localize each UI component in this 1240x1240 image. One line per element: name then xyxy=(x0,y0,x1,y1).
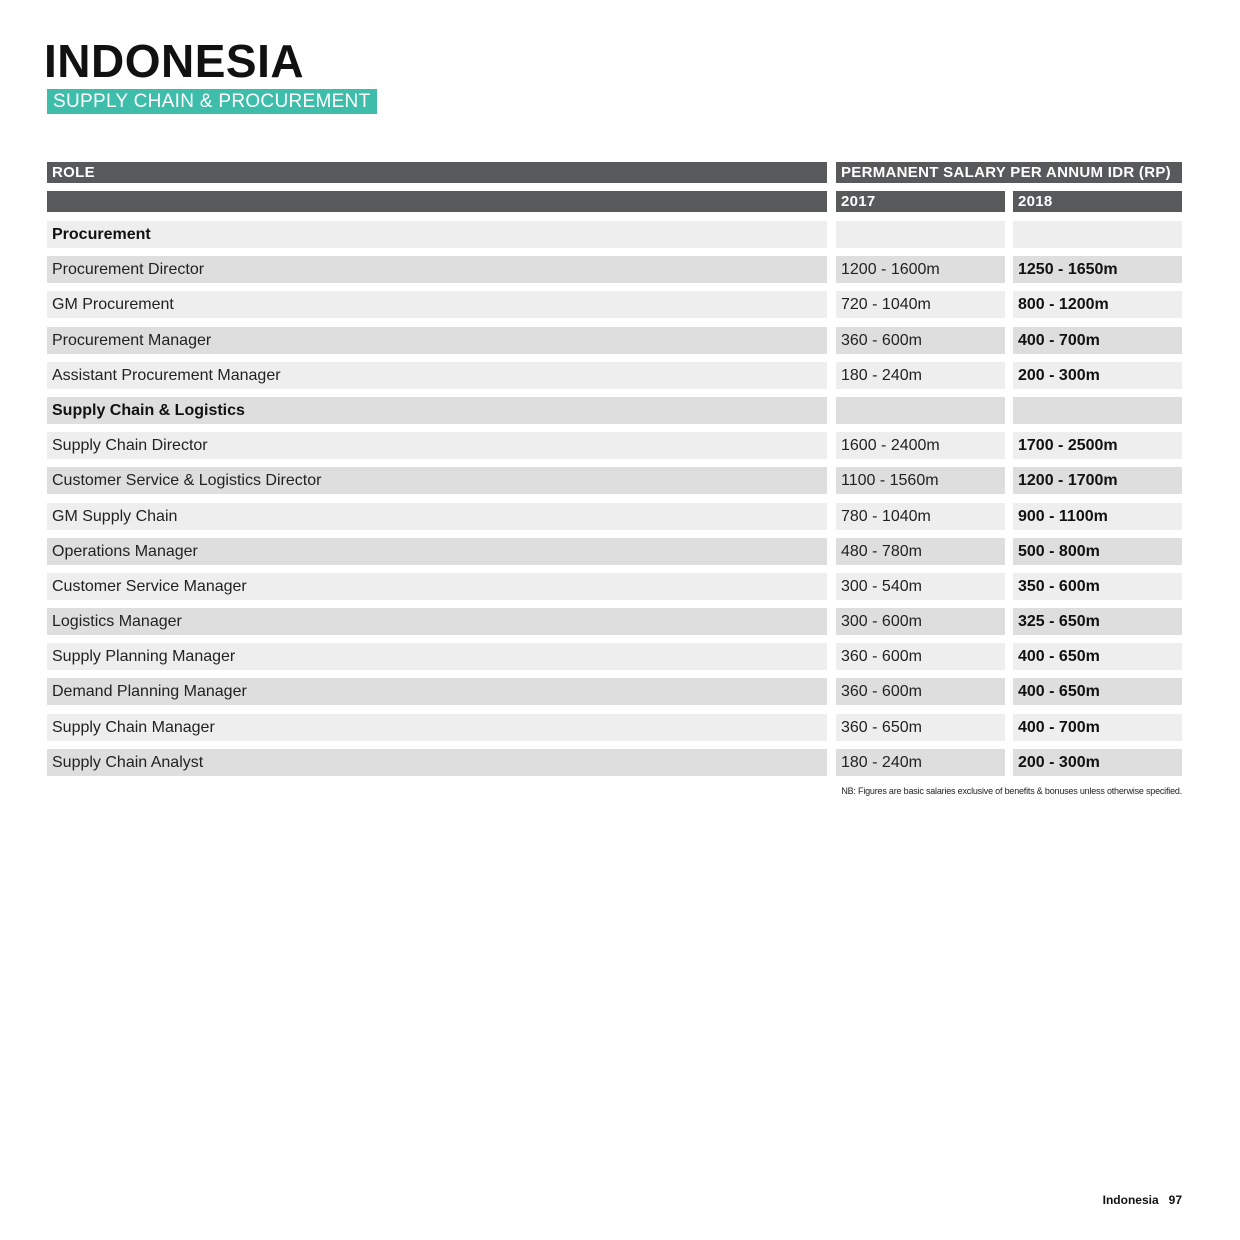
salary-2017-cell: 1200 - 1600m xyxy=(836,256,1005,283)
role-cell: Supply Chain Director xyxy=(47,432,827,459)
page-footer xyxy=(1103,1193,1182,1207)
role-cell: Procurement Director xyxy=(47,256,827,283)
salary-2018-cell: 400 - 650m xyxy=(1013,678,1182,705)
salary-2017-cell: 180 - 240m xyxy=(836,749,1005,776)
salary-2017-cell: 1600 - 2400m xyxy=(836,432,1005,459)
table-row xyxy=(47,608,1182,635)
salary-table-body xyxy=(47,221,1182,784)
section-header-row xyxy=(47,397,1182,424)
role-cell: Demand Planning Manager xyxy=(47,678,827,705)
table-row xyxy=(47,749,1182,776)
role-cell: Assistant Procurement Manager xyxy=(47,362,827,389)
salary-2018-cell xyxy=(1013,397,1182,424)
section-subtitle: SUPPLY CHAIN & PROCUREMENT xyxy=(47,89,377,114)
role-cell: GM Procurement xyxy=(47,291,827,318)
salary-2018-cell: 800 - 1200m xyxy=(1013,291,1182,318)
role-cell: Supply Planning Manager xyxy=(47,643,827,670)
salary-2017-cell: 720 - 1040m xyxy=(836,291,1005,318)
salary-2017-cell xyxy=(836,397,1005,424)
role-cell: Logistics Manager xyxy=(47,608,827,635)
table-row xyxy=(47,256,1182,283)
section-title: Supply Chain & Logistics xyxy=(47,397,827,424)
page-number: 97 xyxy=(1168,1193,1182,1207)
table-row xyxy=(47,291,1182,318)
salary-2018-cell: 1200 - 1700m xyxy=(1013,467,1182,494)
table-row xyxy=(47,327,1182,354)
salary-2017-cell: 180 - 240m xyxy=(836,362,1005,389)
table-row xyxy=(47,362,1182,389)
table-row xyxy=(47,538,1182,565)
salary-2017-cell: 780 - 1040m xyxy=(836,503,1005,530)
role-cell: Operations Manager xyxy=(47,538,827,565)
table-row xyxy=(47,573,1182,600)
role-cell: GM Supply Chain xyxy=(47,503,827,530)
salary-2018-cell: 400 - 700m xyxy=(1013,327,1182,354)
role-cell: Procurement Manager xyxy=(47,327,827,354)
salary-2018-cell: 1700 - 2500m xyxy=(1013,432,1182,459)
salary-2018-cell: 200 - 300m xyxy=(1013,362,1182,389)
table-row xyxy=(47,467,1182,494)
salary-2017-cell: 360 - 650m xyxy=(836,714,1005,741)
table-row xyxy=(47,714,1182,741)
salary-2017-cell: 360 - 600m xyxy=(836,643,1005,670)
salary-2018-cell: 900 - 1100m xyxy=(1013,503,1182,530)
role-subheader-blank xyxy=(47,191,827,212)
salary-column-header: PERMANENT SALARY PER ANNUM IDR (RP) xyxy=(836,162,1182,183)
salary-2017-cell: 360 - 600m xyxy=(836,678,1005,705)
section-header-row xyxy=(47,221,1182,248)
salary-2018-cell: 400 - 650m xyxy=(1013,643,1182,670)
salary-2018-cell xyxy=(1013,221,1182,248)
salary-2018-cell: 500 - 800m xyxy=(1013,538,1182,565)
year-2017-header: 2017 xyxy=(836,191,1005,212)
salary-2017-cell: 1100 - 1560m xyxy=(836,467,1005,494)
role-cell: Customer Service & Logistics Director xyxy=(47,467,827,494)
role-cell: Supply Chain Analyst xyxy=(47,749,827,776)
salary-2017-cell: 300 - 540m xyxy=(836,573,1005,600)
table-row xyxy=(47,503,1182,530)
table-row xyxy=(47,643,1182,670)
role-cell: Customer Service Manager xyxy=(47,573,827,600)
salary-2018-cell: 350 - 600m xyxy=(1013,573,1182,600)
year-2018-header: 2018 xyxy=(1013,191,1182,212)
salary-2018-cell: 200 - 300m xyxy=(1013,749,1182,776)
salary-2017-cell: 480 - 780m xyxy=(836,538,1005,565)
salary-2018-cell: 1250 - 1650m xyxy=(1013,256,1182,283)
table-row xyxy=(47,432,1182,459)
salary-2017-cell xyxy=(836,221,1005,248)
footer-label: Indonesia xyxy=(1102,1193,1159,1207)
table-row xyxy=(47,678,1182,705)
salary-2018-cell: 325 - 650m xyxy=(1013,608,1182,635)
role-column-header: ROLE xyxy=(47,162,827,183)
salary-2017-cell: 300 - 600m xyxy=(836,608,1005,635)
salary-2017-cell: 360 - 600m xyxy=(836,327,1005,354)
role-cell: Supply Chain Manager xyxy=(47,714,827,741)
footnote: NB: Figures are basic salaries exclusive of benefits & bonuses unless otherwise specified. xyxy=(841,786,1182,796)
section-title: Procurement xyxy=(47,221,827,248)
page-title: INDONESIA xyxy=(44,35,305,87)
salary-2018-cell: 400 - 700m xyxy=(1013,714,1182,741)
